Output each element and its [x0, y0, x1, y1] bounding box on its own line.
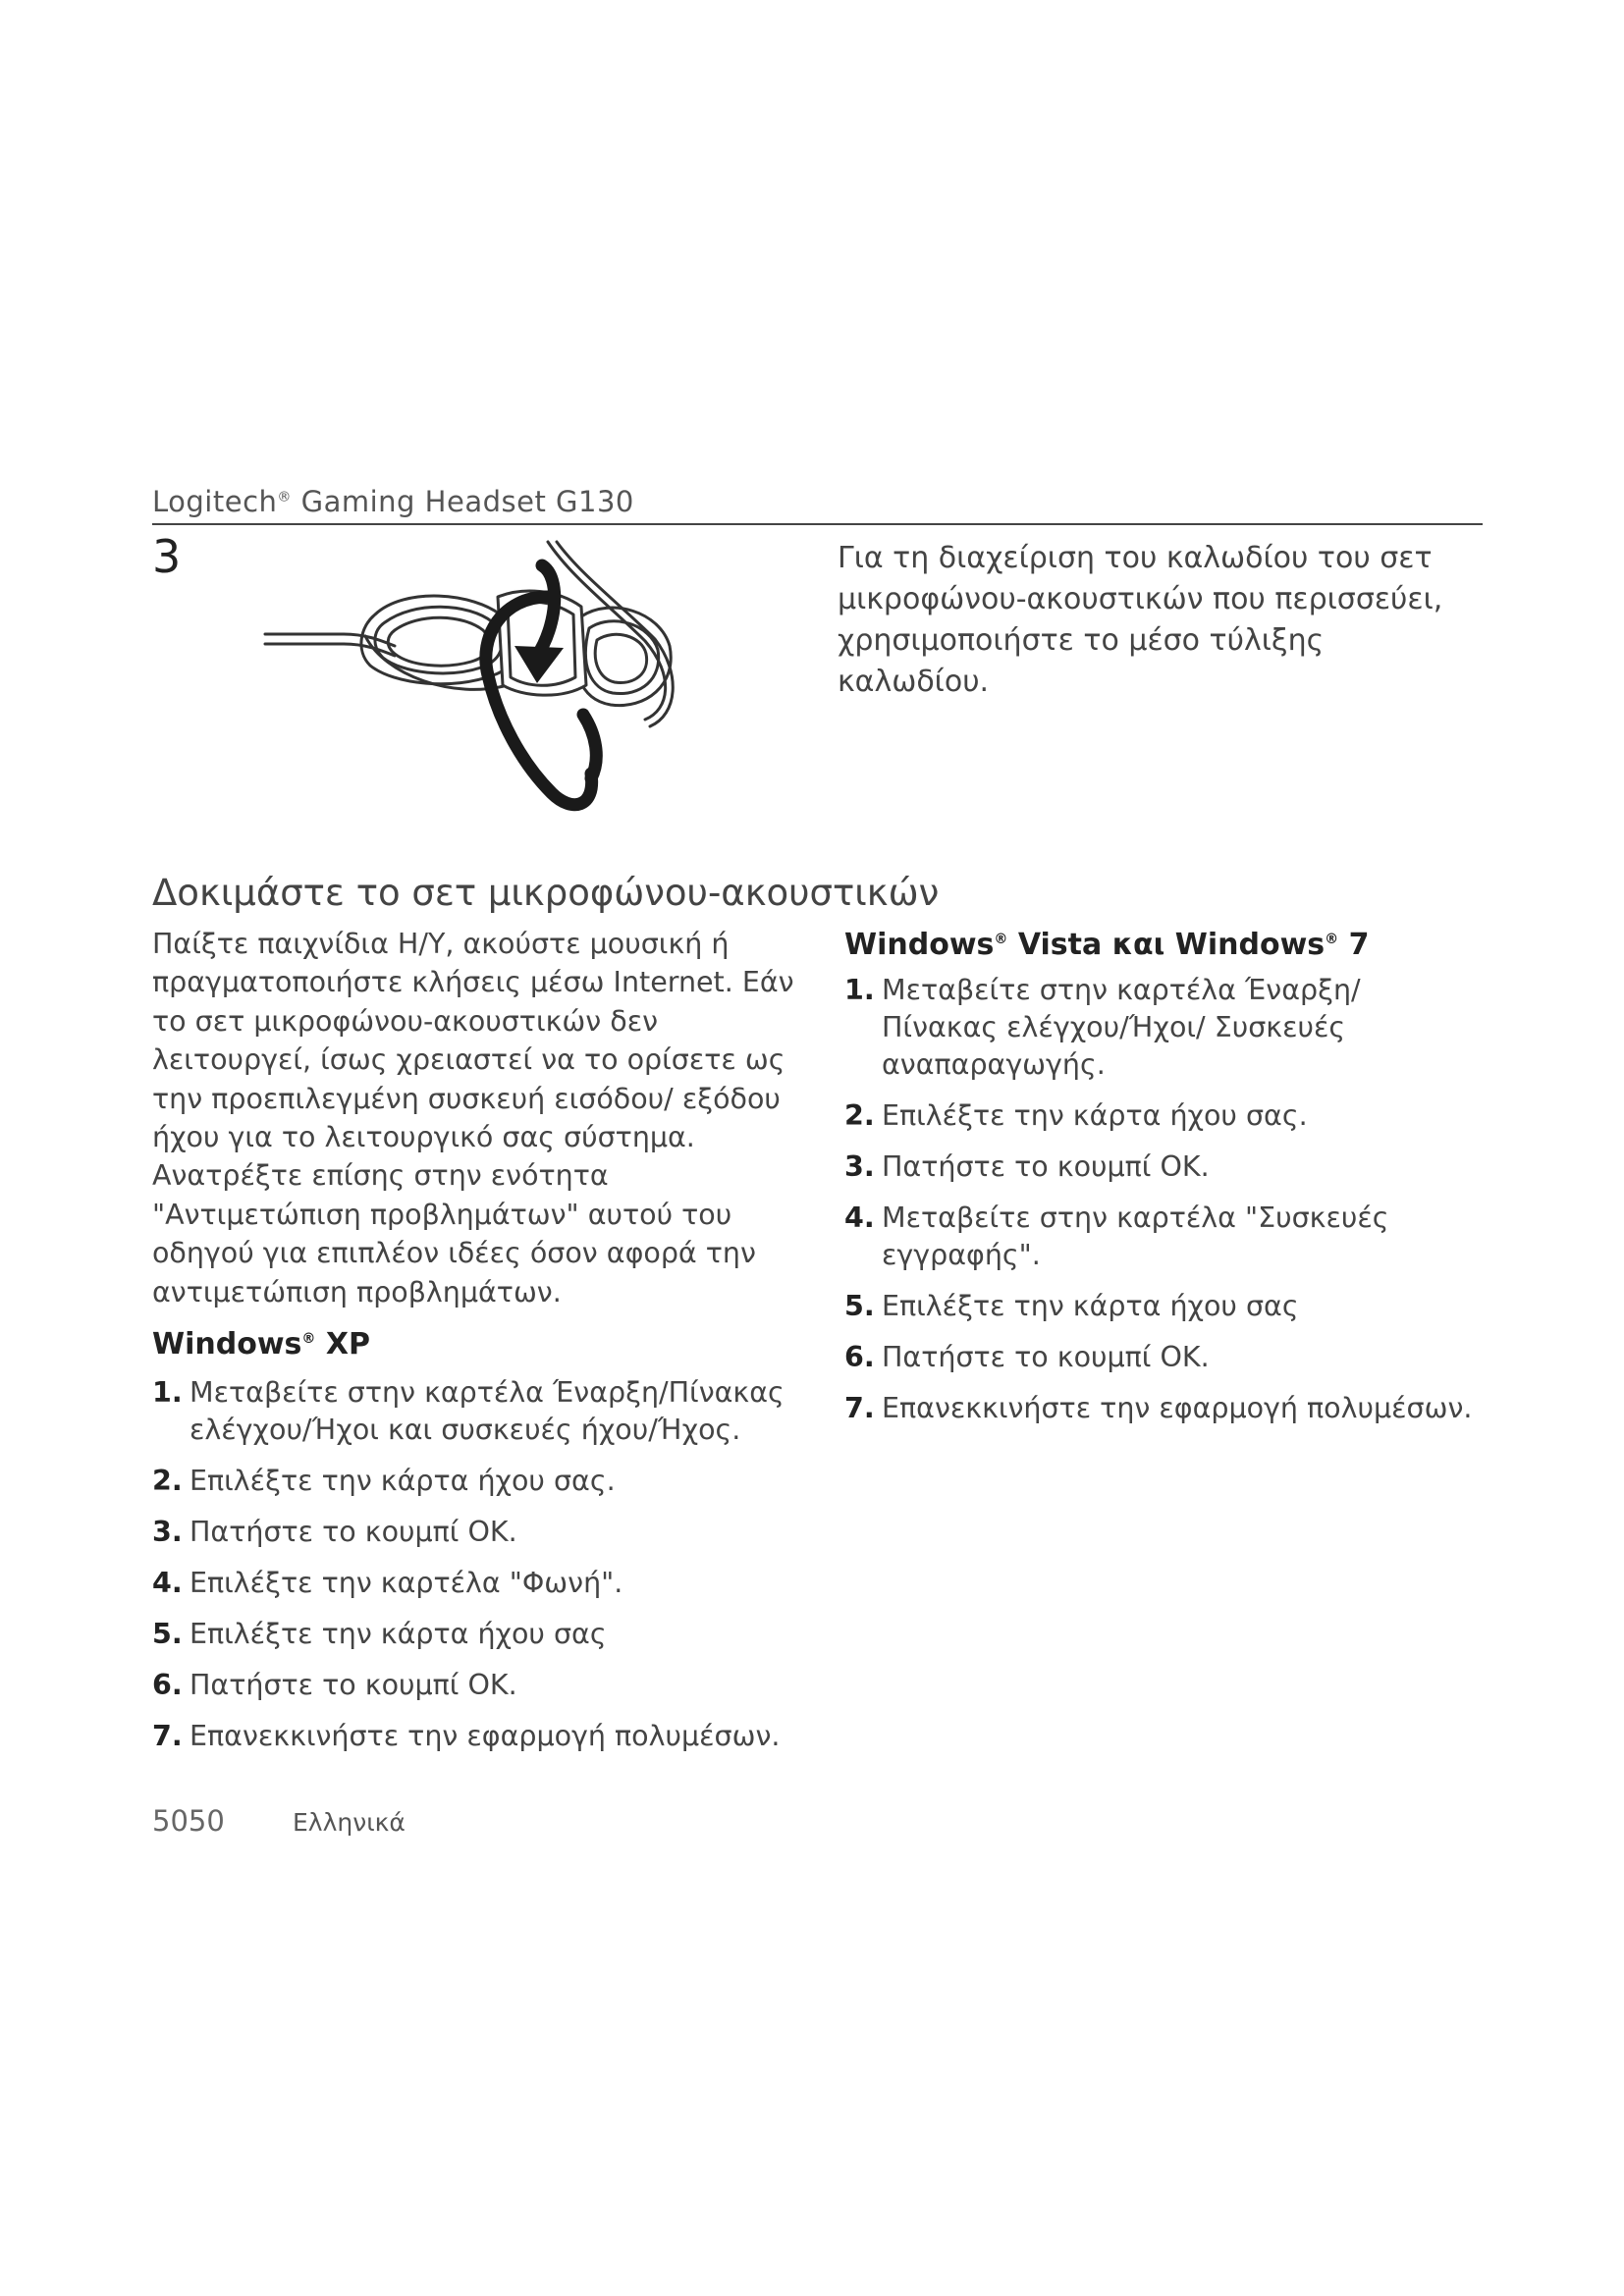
- list-item: [844, 1200, 1483, 1274]
- step-text: Πατήστε το κουμπί OK.: [189, 1516, 517, 1548]
- list-item: [844, 972, 1483, 1084]
- windows-xp-steps: [152, 1374, 820, 1769]
- list-item: [152, 1616, 820, 1653]
- list-item: [844, 1288, 1483, 1325]
- cable-wrap-illustration: [257, 538, 679, 827]
- vista-registered-mark-2: ®: [1325, 932, 1339, 947]
- intro-paragraph: Παίξτε παιχνίδια Η/Υ, ακούστε μουσική ή πραγματοποιήστε κλήσεις μέσω Internet. Εάν το σετ μικροφώνου-ακουστικών δεν λειτουργεί, ίσως χρειαστεί να το ορίσετε ως την προεπιλεγμένη συσκευή εισόδου/ εξόδου ήχου για το λειτουργικό σας σύστημα. Ανατρέξτε επίσης στην ενότητα "Αντιμετώπιση προβλημάτων" αυτού του οδηγού για επιπλέον ιδέες όσον αφορά την αντιμετώπιση προβλημάτων.: [152, 928, 794, 1308]
- step-index: 5.: [844, 1290, 875, 1322]
- header-divider: [152, 523, 1483, 525]
- product-name: Gaming Headset G130: [291, 485, 634, 518]
- step-number: 3: [152, 530, 182, 583]
- step-index: 6.: [152, 1669, 183, 1701]
- step-index: 5.: [152, 1618, 183, 1650]
- list-item: [152, 1667, 820, 1704]
- windows-xp-heading: [152, 1327, 370, 1362]
- xp-heading-version: XP: [315, 1327, 370, 1362]
- list-item: [152, 1374, 820, 1449]
- vista-heading-mid: Vista και Windows: [1007, 928, 1326, 962]
- windows-vista-7-steps: [844, 972, 1483, 1441]
- step-index: 4.: [844, 1201, 875, 1234]
- vista-registered-mark: ®: [994, 932, 1008, 947]
- step-index: 3.: [844, 1150, 875, 1183]
- step-index: 1.: [152, 1376, 183, 1409]
- list-item: [844, 1390, 1483, 1427]
- step-text: Επιλέξτε την κάρτα ήχου σας.: [882, 1099, 1308, 1132]
- step-text: Επανεκκινήστε την εφαρμογή πολυμέσων.: [189, 1720, 781, 1752]
- registered-mark: ®: [277, 489, 292, 506]
- list-item: [844, 1097, 1483, 1135]
- step-text: Πατήστε το κουμπί OK.: [189, 1669, 517, 1701]
- step-index: 2.: [844, 1099, 875, 1132]
- step-index: 1.: [844, 974, 875, 1006]
- step-text: Επιλέξτε την κάρτα ήχου σας.: [189, 1465, 616, 1497]
- step-index: 2.: [152, 1465, 183, 1497]
- step-text: Επιλέξτε την καρτέλα "Φωνή".: [189, 1567, 623, 1599]
- brand-name: Logitech: [152, 485, 278, 518]
- list-item: [844, 1148, 1483, 1186]
- step-index: 7.: [844, 1392, 875, 1424]
- list-item: [152, 1463, 820, 1500]
- xp-heading-os: Windows: [152, 1327, 302, 1362]
- xp-registered-mark: ®: [301, 1331, 316, 1347]
- footer-language: Ελληνικά: [293, 1808, 406, 1837]
- step-text: Επιλέξτε την κάρτα ήχου σας: [189, 1618, 607, 1650]
- step-text: Μεταβείτε στην καρτέλα Έναρξη/Πίνακας ελέγχου/Ήχοι και συσκευές ήχου/Ήχος.: [189, 1376, 785, 1446]
- vista-heading-os: Windows: [844, 928, 995, 962]
- document-header: [152, 485, 634, 518]
- step-index: 3.: [152, 1516, 183, 1548]
- list-item: [152, 1514, 820, 1551]
- step-description: Για τη διαχείριση του καλωδίου του σετ μικροφώνου-ακουστικών που περισσεύει, χρησιμοποιήστε το μέσο τύλιξης καλωδίου.: [838, 541, 1443, 699]
- list-item: [844, 1339, 1483, 1376]
- step-text: Επανεκκινήστε την εφαρμογή πολυμέσων.: [882, 1392, 1473, 1424]
- vista-heading-version: 7: [1338, 928, 1370, 962]
- step-index: 7.: [152, 1720, 183, 1752]
- step-text: Πατήστε το κουμπί OK.: [882, 1341, 1210, 1373]
- list-item: [152, 1718, 820, 1755]
- windows-vista-7-heading: [844, 928, 1369, 962]
- page-number: 5050: [152, 1804, 225, 1838]
- section-title: Δοκιμάστε το σετ μικροφώνου-ακουστικών: [152, 872, 940, 914]
- step-text: Μεταβείτε στην καρτέλα Έναρξη/ Πίνακας ελέγχου/Ήχοι/ Συσκευές αναπαραγωγής.: [882, 974, 1361, 1081]
- step-text: Μεταβείτε στην καρτέλα "Συσκευές εγγραφής".: [882, 1201, 1389, 1271]
- list-item: [152, 1565, 820, 1602]
- step-text: Πατήστε το κουμπί OK.: [882, 1150, 1210, 1183]
- step-index: 6.: [844, 1341, 875, 1373]
- step-index: 4.: [152, 1567, 183, 1599]
- step-text: Επιλέξτε την κάρτα ήχου σας: [882, 1290, 1299, 1322]
